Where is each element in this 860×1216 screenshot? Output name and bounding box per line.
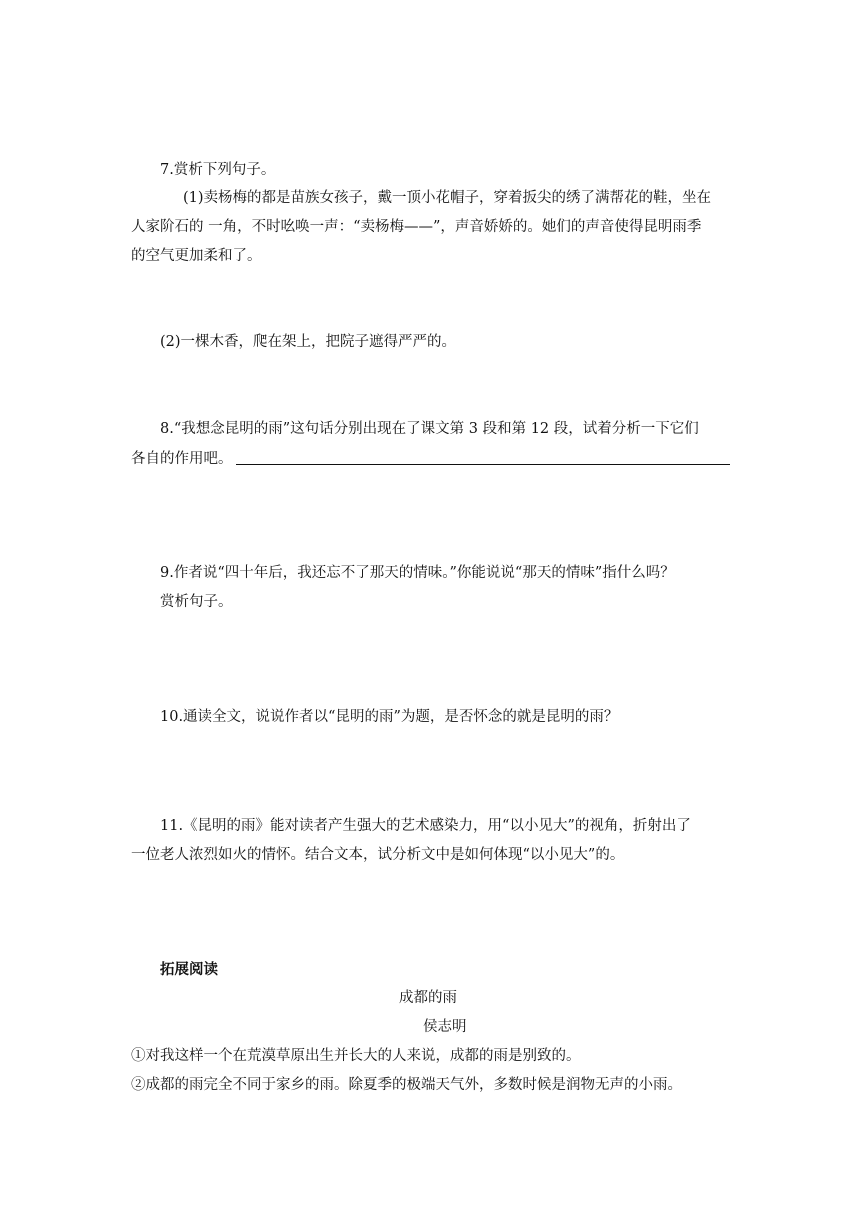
question-7-sentence-1-line-2: 人家阶石的 一角，不时吆唤一声：“卖杨梅——”，声音娇娇的。她们的声音使得昆明雨季	[131, 219, 702, 235]
question-7-sentence-1-line-3: 的空气更加柔和了。	[131, 248, 262, 264]
question-11-line-1: 11.《昆明的雨》能对读者产生强大的艺术感染力，用“以小见大”的视角，折射出了	[160, 818, 691, 834]
question-7-title: 7.赏析下列句子。	[160, 162, 276, 178]
article-author: 侯志明	[423, 1019, 467, 1035]
question-10-line-1: 10.通读全文，说说作者以“昆明的雨”为题，是否怀念的就是昆明的雨？	[160, 709, 619, 725]
question-8-answer-blank[interactable]	[236, 464, 730, 465]
article-title: 成都的雨	[399, 990, 457, 1006]
extended-reading-heading: 拓展阅读	[160, 961, 218, 978]
question-9-line-2: 赏析句子。	[160, 594, 233, 610]
question-8-line-1: 8.“我想念昆明的雨”这句话分别出现在了课文第 3 段和第 12 段，试着分析一下它们	[160, 421, 699, 437]
question-9-line-1: 9.作者说“四十年后，我还忘不了那天的情味。”你能说说“那天的情味”指什么吗？	[160, 565, 675, 581]
question-11-line-2: 一位老人浓烈如火的情怀。结合文本，试分析文中是如何体现“以小见大”的。	[131, 847, 625, 863]
question-7-sentence-2: (2)一棵木香，爬在架上，把院子遮得严严的。	[160, 334, 457, 350]
article-paragraph-2: ②成都的雨完全不同于家乡的雨。除夏季的极端天气外，多数时候是润物无声的小雨。	[131, 1077, 682, 1093]
question-7-sentence-1-line-1: (1)卖杨梅的都是苗族女孩子，戴一顶小花帽子，穿着扳尖的绣了满帮花的鞋，坐在	[183, 190, 712, 206]
question-8-line-2: 各自的作用吧。	[131, 451, 233, 467]
article-paragraph-1: ①对我这样一个在荒漠草原出生并长大的人来说，成都的雨是别致的。	[131, 1048, 581, 1064]
